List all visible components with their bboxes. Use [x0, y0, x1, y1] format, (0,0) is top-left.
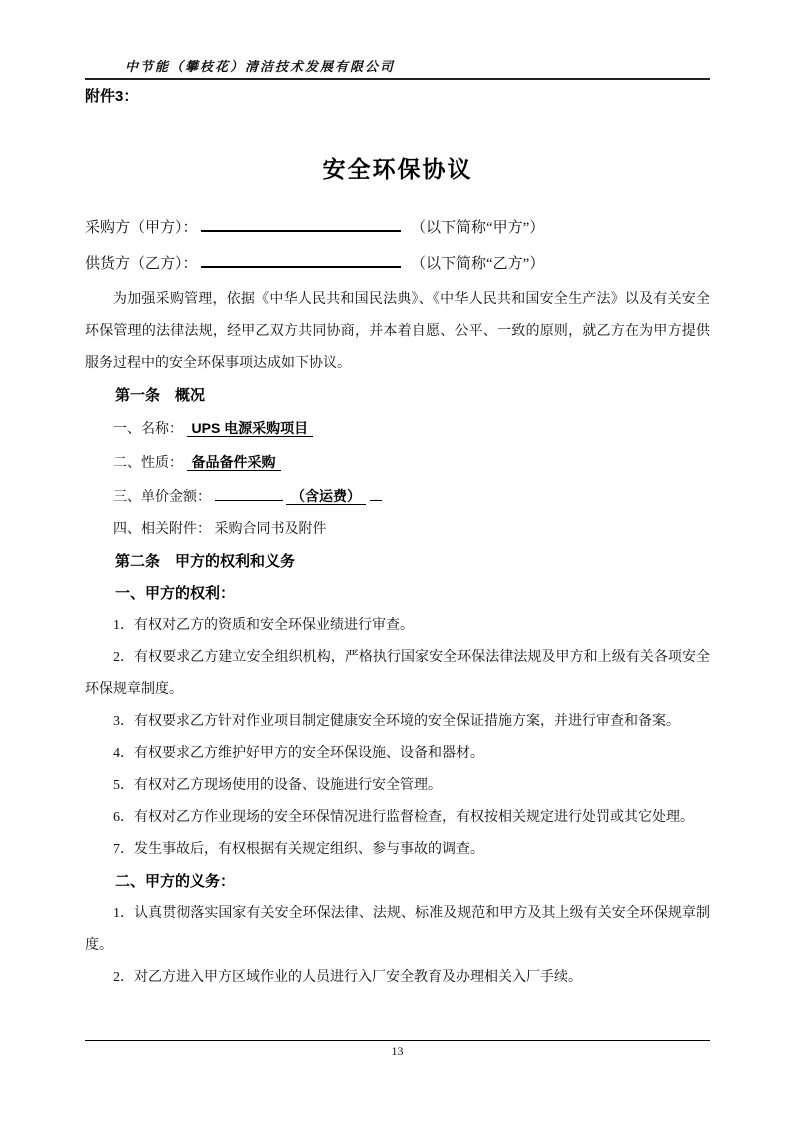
item-name-prefix: 一、名称： — [113, 422, 183, 437]
section1-item-nature — [85, 446, 710, 480]
document-title: 安全环保协议 — [322, 156, 473, 182]
party-block — [85, 210, 710, 282]
item-name-value: UPS 电源采购项目 — [187, 420, 314, 437]
item-nature-prefix: 二、性质： — [113, 456, 183, 471]
item-price-value: （含运费） — [286, 488, 366, 505]
item-attachments-value: 采购合同书及附件 — [214, 522, 327, 537]
item-price-blank — [215, 487, 283, 501]
company-name: 中节能（攀枝花）清洁技术发展有限公司 — [125, 59, 396, 74]
item-price-prefix: 三、单价金额： — [113, 490, 211, 505]
section1-heading: 第一条 概况 — [115, 387, 206, 404]
rights-item-6: 6．有权对乙方作业现场的安全环保情况进行监督检查，有权按相关规定进行处罚或其它处理。 — [113, 810, 694, 825]
rights-item-5: 5．有权对乙方现场使用的设备、设施进行安全管理。 — [113, 778, 442, 793]
intro-paragraph: 为加强采购管理，依据《中华人民共和国民法典》、《中华人民共和国安全生产法》以及有关安全环保管理的法律法规，经甲乙双方共同协商，并本着自愿、公平、一致的原则，就乙方在为甲方提供服务过程中的安全环保事项达成如下协议。 — [85, 292, 710, 371]
item-attachments-prefix: 四、相关附件： — [113, 522, 211, 537]
rights-item-3: 3．有权要求乙方针对作业项目制定健康安全环境的安全保证措施方案，并进行审查和备案。 — [113, 714, 680, 729]
section2-sub1-heading: 一、甲方的权利： — [115, 585, 236, 602]
section2-heading: 第二条 甲方的权利和义务 — [115, 553, 296, 570]
document-content — [85, 86, 710, 994]
section1-item-name — [85, 412, 710, 446]
section2-sub2-heading: 二、甲方的义务： — [115, 873, 236, 890]
item-price-underline-tail — [370, 487, 382, 501]
page-header — [85, 56, 710, 80]
page-footer — [85, 1040, 710, 1060]
supplier-name-blank — [201, 253, 401, 268]
supplier-suffix: （以下简称“乙方”） — [411, 256, 545, 272]
page-number: 13 — [391, 1044, 404, 1058]
party-line-supplier — [85, 246, 710, 282]
rights-item-4: 4．有权要求乙方维护好甲方的安全环保设施、设备和器材。 — [113, 746, 484, 761]
duties-item-1: 1．认真贯彻落实国家有关安全环保法律、法规、标准及规范和甲方及其上级有关安全环保规章制度。 — [85, 906, 710, 953]
section1-item-price — [85, 480, 710, 514]
item-nature-value: 备品备件采购 — [187, 454, 281, 471]
party-line-buyer — [85, 210, 710, 246]
rights-item-1: 1．有权对乙方的资质和安全环保业绩进行审查。 — [113, 618, 414, 633]
duties-item-2: 2．对乙方进入甲方区域作业的人员进行入厂安全教育及办理相关入厂手续。 — [113, 970, 582, 985]
buyer-suffix: （以下简称“甲方”） — [411, 220, 545, 236]
rights-item-7: 7．发生事故后，有权根据有关规定组织、参与事故的调查。 — [113, 842, 484, 857]
supplier-label: 供货方（乙方）： — [85, 256, 198, 272]
buyer-label: 采购方（甲方）： — [85, 220, 198, 236]
rights-item-2: 2．有权要求乙方建立安全组织机构，严格执行国家安全环保法律法规及甲方和上级有关各项安全环保规章制度。 — [85, 650, 710, 697]
buyer-name-blank — [201, 217, 401, 232]
section1-item-attachments — [85, 514, 710, 546]
attachment-label: 附件3： — [85, 88, 139, 105]
